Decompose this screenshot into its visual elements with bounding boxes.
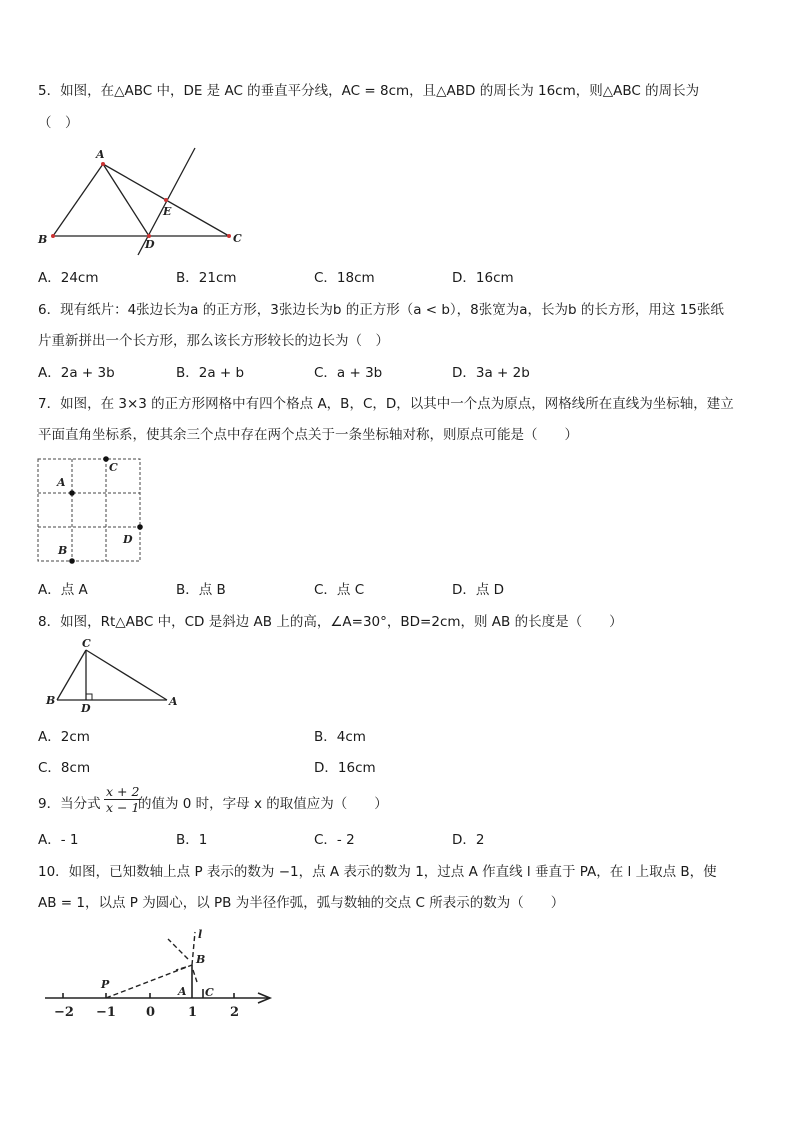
- q10-label-c: C: [205, 986, 214, 999]
- q6-option-d[interactable]: D．3a + 2b: [452, 365, 530, 381]
- q7-label-d: D: [123, 533, 133, 546]
- q6-stem-line2: 片重新拼出一个长方形，那么该长方形较长的边长为（ ）: [38, 333, 389, 349]
- q10-tick-minus2: −2: [54, 1005, 74, 1020]
- q5-option-a[interactable]: A．24cm: [38, 270, 99, 286]
- q9-option-c[interactable]: C．- 2: [314, 832, 355, 848]
- q7-option-c[interactable]: C．点 C: [314, 582, 365, 598]
- q10-number-line-figure: [40, 925, 280, 1025]
- q9-option-a[interactable]: A．- 1: [38, 832, 79, 848]
- q9-option-b[interactable]: B．1: [176, 832, 208, 848]
- q7-stem-line2: 平面直角坐标系，使其余三个点中存在两个点关于一条坐标轴对称，则原点可能是（ ）: [38, 427, 578, 443]
- q5-label-b: B: [38, 233, 48, 246]
- q8-label-a: A: [169, 695, 178, 708]
- q5-label-e: E: [163, 205, 172, 218]
- q9-stem-suffix: 的值为 0 时，字母 x 的取值应为（ ）: [138, 796, 388, 812]
- q10-label-l: l: [198, 928, 203, 941]
- q5-option-d[interactable]: D．16cm: [452, 270, 514, 286]
- q10-tick-1: 1: [188, 1005, 198, 1020]
- q7-option-a[interactable]: A．点 A: [38, 582, 88, 598]
- q9-denominator: x − 1: [106, 800, 140, 815]
- q5-option-c[interactable]: C．18cm: [314, 270, 375, 286]
- q6-stem-line1: 6．现有纸片：4张边长为a 的正方形，3张边长为b 的正方形（a < b），8张宽为a，长为b 的长方形，用这 15张纸: [38, 302, 724, 318]
- q7-label-a: A: [57, 476, 66, 489]
- q8-right-triangle-figure: [40, 638, 190, 716]
- q8-label-c: C: [82, 637, 91, 650]
- q10-stem-line2: AB = 1，以点 P 为圆心，以 PB 为半径作弧，弧与数轴的交点 C 所表示的数为（ ）: [38, 895, 565, 911]
- q5-triangle-figure: [30, 140, 260, 260]
- q10-label-b: B: [196, 953, 206, 966]
- q8-option-c[interactable]: C．8cm: [38, 760, 91, 776]
- q8-option-d[interactable]: D．16cm: [314, 760, 376, 776]
- q7-stem-line1: 7．如图，在 3×3 的正方形网格中有四个格点 A，B，C，D，以其中一个点为原点，网格线所在直线为坐标轴，建立: [38, 396, 734, 412]
- q10-label-a: A: [178, 985, 187, 998]
- q7-option-b[interactable]: B．点 B: [176, 582, 226, 598]
- q10-tick-minus1: −1: [96, 1005, 116, 1020]
- q7-label-b: B: [58, 544, 68, 557]
- q8-label-b: B: [46, 694, 56, 707]
- q9-numerator: x + 2: [106, 784, 140, 799]
- q6-option-c[interactable]: C．a + 3b: [314, 365, 383, 381]
- q8-label-d: D: [81, 702, 91, 715]
- q7-option-d[interactable]: D．点 D: [452, 582, 505, 598]
- q5-option-b[interactable]: B．21cm: [176, 270, 237, 286]
- q7-grid-figure: [30, 455, 150, 570]
- q9-fraction: [104, 784, 141, 815]
- q7-label-c: C: [109, 461, 118, 474]
- q9-option-d[interactable]: D．2: [452, 832, 485, 848]
- q10-tick-2: 2: [230, 1005, 240, 1020]
- q5-label-a: A: [96, 148, 105, 161]
- q10-label-p: P: [101, 978, 110, 991]
- q8-option-b[interactable]: B．4cm: [314, 729, 366, 745]
- q10-tick-0: 0: [146, 1005, 156, 1020]
- q5-label-c: C: [233, 232, 242, 245]
- q5-label-d: D: [145, 238, 155, 251]
- q6-option-a[interactable]: A．2a + 3b: [38, 365, 115, 381]
- q8-stem-line1: 8．如图，Rt△ABC 中，CD 是斜边 AB 上的高，∠A=30°，BD=2cm，则 AB 的长度是（ ）: [38, 614, 623, 630]
- q9-stem-prefix: 9．当分式: [38, 796, 101, 812]
- q5-stem-line2: （ ）: [38, 115, 79, 131]
- q6-option-b[interactable]: B．2a + b: [176, 365, 245, 381]
- q5-stem-line1: 5．如图，在△ABC 中，DE 是 AC 的垂直平分线，AC = 8cm，且△ABD 的周长为 16cm，则△ABC 的周长为: [38, 83, 700, 99]
- q8-option-a[interactable]: A．2cm: [38, 729, 90, 745]
- q10-stem-line1: 10．如图，已知数轴上点 P 表示的数为 −1，点 A 表示的数为 1，过点 A 作直线 l 垂直于 PA，在 l 上取点 B，使: [38, 864, 717, 880]
